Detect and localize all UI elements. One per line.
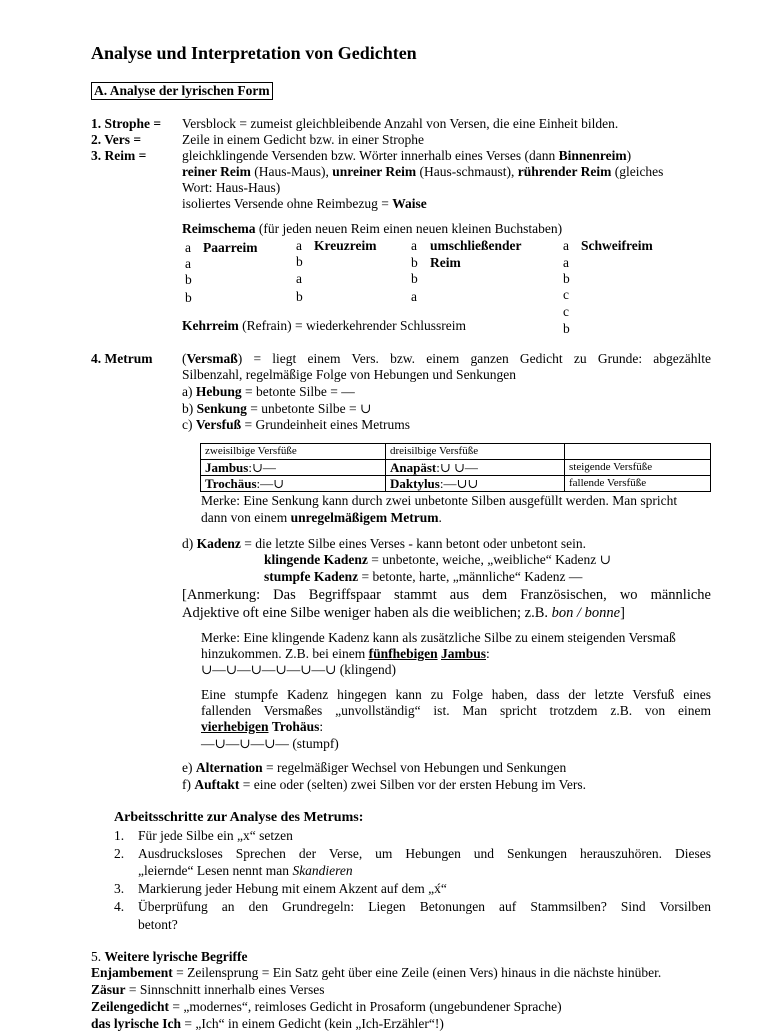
reim-types-line [182,164,711,180]
step-1: Für jede Silbe ein „x“ setzen [138,828,293,843]
strophe-label: 1. Strophe = [91,116,162,131]
kreuzreim-letter-4: b [296,289,303,304]
trochaeus: Trochäus [205,476,257,491]
bon-bonne: bon / bonne [551,605,621,621]
vers-label: 2. Vers = [91,132,142,147]
versfuss-prefix: c) [182,417,196,432]
step-1-number: 1. [114,828,125,843]
zeilengedicht: Zeilengedicht [91,999,169,1014]
merke-2-colon: : [486,646,490,661]
klingend-label: (klingend) [339,662,396,677]
versfuss-line [182,417,410,433]
kadenz: Kadenz [196,536,241,551]
stumpf-text-line-1: Eine stumpfe Kadenz hingegen kann zu Folge haben, dass der letzte Versfuß eines [201,687,711,702]
stumpf-text-line-3 [201,719,323,735]
merke-1-line-1: Merke: Eine Senkung kann durch zwei unbetonte Silben ausgefüllt werden. Man spricht [201,493,678,508]
reimschema-line [182,221,562,237]
reimschema-label: Reimschema [182,221,256,236]
umschliessend-name-2: Reim [430,255,461,270]
weitere-heading-line [91,949,247,965]
unreiner-reim-example: (Haus-schmaust), [419,164,515,179]
lyrisches-ich-text: = „Ich“ in einem Gedicht (kein „Ich-Erzähler“!) [184,1016,444,1031]
senkung-prefix: b) [182,401,197,416]
anapaest-symbol: :∪ ∪— [436,460,478,475]
stumpf-text-line-2: fallenden Versmaßes „unvollständig“ ist. Man spricht trotzdem z.B. von einem [201,703,711,718]
section-a-heading: A. Analyse der lyrischen Form [91,82,273,100]
kehrreim-label: Kehrreim [182,318,239,333]
merke-2-line-2 [201,646,490,662]
waise-line [182,196,427,212]
kadenz-line [182,536,586,552]
anapaest-cell [386,460,565,476]
schweifreim-letter-2: a [563,255,569,270]
arbeitsschritte-heading: Arbeitsschritte zur Analyse des Metrums: [114,810,364,825]
page-title: Analyse und Interpretation von Gedichten [91,43,417,63]
metrum-text-1: ) = liegt einem Vers. bzw. einem ganzen Gedicht zu Grunde: abgezählte [237,351,711,366]
vers-text: Zeile in einem Gedicht bzw. in einer Strophe [182,132,425,147]
merke-2-text: hinzukommen. Z.B. bei einem [201,646,366,661]
wort-example: Wort: Haus-Haus) [182,180,281,195]
paarreim-letter-2: a [185,256,191,271]
stumpfe-kadenz-line [264,569,582,585]
jambus-ref: Jambus [441,646,487,661]
anmerkung-bracket: ] [620,605,625,621]
table-header-zweisilbig: zweisilbige Versfüße [201,444,386,460]
table-row [201,476,711,492]
hebung-prefix: a) [182,384,196,399]
versfuss-table [200,443,711,492]
steigend-cell: steigende Versfüße [565,460,711,476]
alternation-prefix: e) [182,760,196,775]
umschliessend-letter-4: a [411,289,417,304]
zaesur: Zäsur [91,982,126,997]
hebung-line [182,384,355,400]
versmass: Versmaß [186,351,238,366]
anmerkung-line-2 [182,605,625,621]
table-header-dreisilbig: dreisilbige Versfüße [386,444,565,460]
auftakt-text: = eine oder (selten) zwei Silben vor der ersten Hebung im Vers. [242,777,587,792]
klingende-kadenz: klingende Kadenz [264,552,368,567]
paarreim-letter-1: a [185,240,191,255]
auftakt: Auftakt [194,777,240,792]
waise-text: isoliertes Versende ohne Reimbezug = [182,196,389,211]
skandieren: Skandieren [292,863,353,878]
schweifreim-letter-6: b [563,321,570,336]
merke-1-dot: . [438,510,442,525]
reimschema-note: (für jeden neuen Reim einen neuen kleinen Buchstaben) [258,221,563,236]
step-2-line-2 [138,863,353,879]
reim-close: ) [626,148,632,163]
strophe-text: Versblock = zumeist gleichbleibende Anzahl von Versen, die eine Einheit bilden. [182,116,619,131]
merke-1-line-2 [201,510,442,526]
kreuzreim-letter-2: b [296,254,303,269]
step-2-number: 2. [114,846,125,861]
waise: Waise [392,196,427,211]
versfuss: Versfuß [195,417,242,432]
paarreim-letter-3: b [185,272,192,287]
daktylus: Daktylus [390,476,440,491]
klingend-symbols: ∪—∪—∪—∪—∪—∪ [201,662,337,677]
lyrisches-ich-line [91,1016,444,1032]
paarreim-letter-4: b [185,290,192,305]
stumpfe-kadenz: stumpfe Kadenz [264,569,359,584]
merke-2-line-1: Merke: Eine klingende Kadenz kann als zusätzliche Silbe zu einem steigenden Versmaß [201,630,676,645]
zeilengedicht-text: = „modernes“, reimloses Gedicht in Prosaform (ungebundener Sprache) [172,999,562,1014]
anmerkung-line-1: [Anmerkung: Das Begriffspaar stammt aus dem Französischen, wo männliche [182,587,711,603]
metrum-label: 4. Metrum [91,351,153,366]
alternation-text: = regelmäßiger Wechsel von Hebungen und Senkungen [266,760,567,775]
alternation: Alternation [195,760,263,775]
table-header-empty [565,444,711,460]
kehrreim-text: (Refrain) = wiederkehrender Schlussreim [242,318,467,333]
trohaeus: Trohäus [271,719,320,734]
reim-text: gleichklingende Versenden bzw. Wörter innerhalb eines Verses (dann [182,148,556,163]
kreuzreim-letter-3: a [296,271,302,286]
kadenz-prefix: d) [182,536,197,551]
schweifreim-name: Schweifreim [581,238,653,253]
umschliessend-letter-1: a [411,238,417,253]
klingend-example [201,662,396,678]
umschliessend-letter-2: b [411,255,418,270]
senkung-text: = unbetonte Silbe = ∪ [250,401,372,416]
weitere-heading: Weitere lyrische Begriffe [104,949,248,964]
unregelmaessiges-metrum: unregelmäßigem Metrum [290,510,439,525]
anapaest: Anapäst [390,460,437,475]
paarreim-name: Paarreim [203,240,258,255]
merke-1-text: dann von einem [201,510,288,525]
umschliessend-letter-3: b [411,271,418,286]
trochaeus-symbol: :—∪ [256,476,285,491]
stumpf-colon: : [319,719,324,734]
step-4-line-2: betont? [138,917,178,932]
schweifreim-letter-3: b [563,271,570,286]
step-4-line-1: Überprüfung an den Grundregeln: Liegen Betonungen auf Stammsilben? Sind Vorsilben [138,899,711,914]
step-4-number: 4. [114,899,125,914]
zaesur-line [91,982,324,998]
step-2-line-1: Ausdrucksloses Sprechen der Verse, um Hebungen und Senkungen herauszuhören. Dieses [138,846,711,861]
klingende-kadenz-line [264,552,611,568]
versmass-open: ( [182,351,187,366]
stumpf-example [201,736,339,752]
stumpf-symbols: —∪—∪—∪— [201,736,289,751]
schweifreim-letter-4: c [563,287,569,302]
umschliessend-name: umschließender [430,238,522,253]
alternation-line [182,760,566,776]
kreuzreim-letter-1: a [296,238,302,253]
ruehrender-reim-example: (gleiches [614,164,664,179]
auftakt-prefix: f) [182,777,195,792]
schweifreim-letter-1: a [563,238,569,253]
enjambement-line [91,965,661,981]
kehrreim-line [182,318,466,334]
klingende-kadenz-text: = unbetonte, weiche, „weibliche“ Kadenz ∪ [371,552,611,567]
jambus-cell [201,460,386,476]
binnenreim: Binnenreim [558,148,627,163]
ruehrender-reim: rührender Reim [517,164,612,179]
zaesur-text: = Sinnschnitt innerhalb eines Verses [128,982,325,997]
daktylus-cell [386,476,565,492]
table-row [201,444,711,460]
metrum-line-1 [182,351,711,367]
anmerkung-text: Adjektive oft eine Silbe weniger haben als die weiblichen; z.B. [182,605,549,621]
reim-line [182,148,631,164]
lyrisches-ich: das lyrische Ich [91,1016,182,1031]
step-3-number: 3. [114,881,125,896]
enjambement-text: = Zeilensprung = Ein Satz geht über eine Zeile (einen Vers) hinaus in die nächste hinüber. [176,965,662,980]
schweifreim-letter-5: c [563,304,569,319]
reiner-reim: reiner Reim [182,164,251,179]
hebung: Hebung [195,384,242,399]
stumpf-label: (stumpf) [292,736,339,751]
vierhebigen: vierhebigen [201,719,269,734]
jambus-symbol: :∪— [248,460,276,475]
step-2-text: „leiernde“ Lesen nennt man [138,863,290,878]
senkung: Senkung [196,401,247,416]
fuenfhebigen: fünfhebigen [368,646,438,661]
metrum-line-2: Silbenzahl, regelmäßige Folge von Hebungen und Senkungen [182,367,517,382]
step-3: Markierung jeder Hebung mit einem Akzent auf dem „x́“ [138,881,447,896]
reim-label: 3. Reim = [91,148,147,163]
weitere-number: 5. [91,949,102,964]
daktylus-symbol: :—∪∪ [439,476,479,491]
table-row [201,460,711,476]
reiner-reim-example: (Haus-Maus), [254,164,329,179]
auftakt-line [182,777,586,793]
senkung-line [182,401,371,417]
hebung-text: = betonte Silbe = — [245,384,355,399]
kreuzreim-name: Kreuzreim [314,238,377,253]
unreiner-reim: unreiner Reim [332,164,417,179]
jambus: Jambus [205,460,249,475]
versfuss-text: = Grundeinheit eines Metrums [244,417,410,432]
zeilengedicht-line [91,999,562,1015]
enjambement: Enjambement [91,965,173,980]
fallend-cell: fallende Versfüße [565,476,711,492]
stumpfe-kadenz-text: = betonte, harte, „männliche“ Kadenz — [361,569,583,584]
kadenz-text: = die letzte Silbe eines Verses - kann betont oder unbetont sein. [244,536,587,551]
trochaeus-cell [201,476,386,492]
